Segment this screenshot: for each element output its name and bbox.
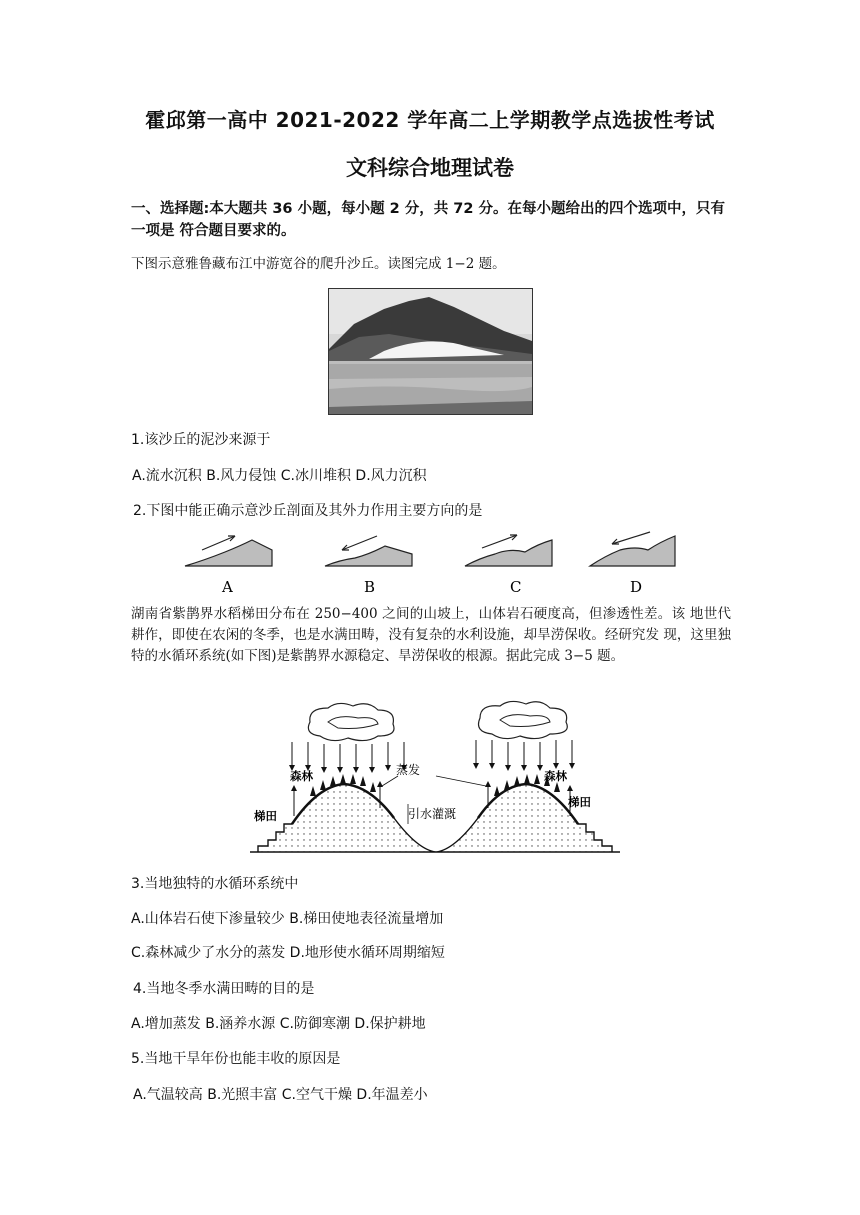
question-1-options: A.流水沉积 B.风力侵蚀 C.冰川堆积 D.风力沉积 — [132, 468, 427, 484]
label-forest-right: 森林 — [544, 769, 567, 783]
label-irrigation: 引水灌溉 — [408, 807, 457, 821]
label-c: C — [510, 578, 522, 596]
section-heading: 一、选择题:本大题共 36 小题，每小题 2 分，共 72 分。在每小题给出的四个选项中，只有一项是 符合题目要求的。 — [131, 201, 726, 239]
question-5-options: A.气温较高 B.光照丰富 C.空气干燥 D.年温差小 — [133, 1087, 428, 1103]
question-3-stem: 3.当地独特的水循环系统中 — [131, 876, 299, 892]
label-a: A — [222, 578, 233, 596]
question-3-options-line2: C.森林减少了水分的蒸发 D.地形使水循环周期缩短 — [131, 945, 445, 961]
label-b: B — [364, 578, 376, 596]
exam-subtitle: 文科综合地理试卷 — [346, 156, 514, 180]
label-terrace-right: 梯田 — [568, 795, 591, 809]
label-terrace-left: 梯田 — [254, 809, 277, 823]
water-cycle-diagram — [248, 700, 628, 858]
label-evaporation: 蒸发 — [396, 763, 421, 777]
dune-profile-b — [325, 536, 412, 566]
question-3-options-line1: A.山体岩石使下渗量较少 B.梯田使地表径流量增加 — [131, 911, 444, 927]
sand-dune-photo — [328, 288, 533, 415]
label-forest-left: 森林 — [290, 769, 313, 783]
intro-text-1: 下图示意雅鲁藏布江中游宽谷的爬升沙丘。读图完成 1−2 题。 — [131, 256, 506, 272]
question-4-stem: 4.当地冬季水满田畴的目的是 — [133, 981, 315, 997]
question-1-stem: 1.该沙丘的泥沙来源于 — [131, 432, 271, 448]
label-d: D — [630, 578, 643, 596]
dune-profile-figure — [180, 530, 680, 600]
question-4-options: A.增加蒸发 B.涵养水源 C.防御寒潮 D.保护耕地 — [131, 1016, 426, 1032]
question-5-stem: 5.当地干旱年份也能丰收的原因是 — [131, 1051, 341, 1067]
intro-text-2: 湖南省紫鹊界水稻梯田分布在 250−400 之间的山坡上，山体岩石硬度高，但渗透性差。该 地世代耕作，即使在农闲的冬季，也是水满田畴，没有复杂的水利设施，却旱涝保收。经研究发 现，这里独特的水循环系统(如下图)是紫鹊界水源稳定、旱涝保收的根源。据此完成 3−5 题。 — [131, 606, 732, 664]
exam-title: 霍邱第一高中 2021-2022 学年高二上学期教学点选拔性考试 — [145, 108, 715, 132]
dune-profile-d — [590, 532, 675, 566]
question-2-stem: 2.下图中能正确示意沙丘剖面及其外力作用主要方向的是 — [133, 503, 483, 519]
dune-profile-c — [465, 535, 552, 566]
dune-profile-a — [185, 536, 272, 566]
